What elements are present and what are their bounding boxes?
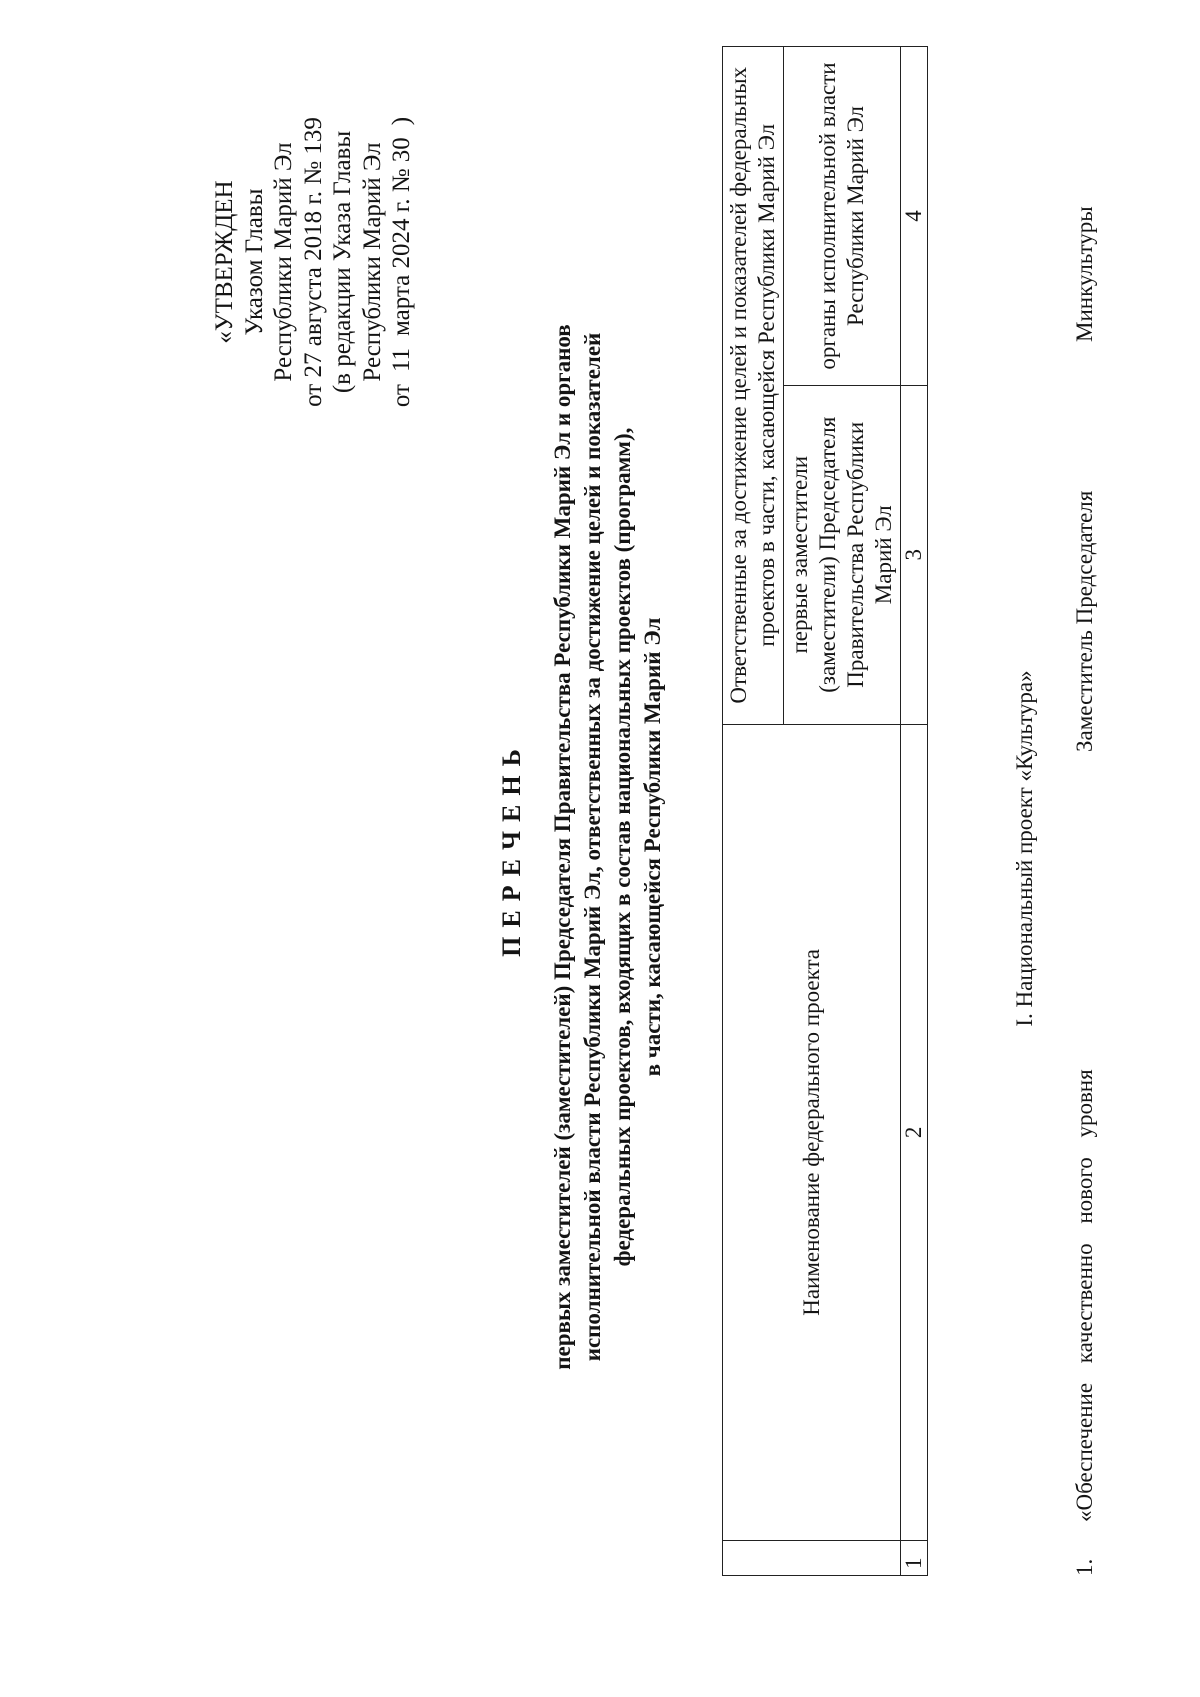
document-title: ПЕРЕЧЕНЬ — [497, 740, 526, 957]
table-column-numbers-row — [901, 47, 928, 1576]
section-heading: I. Национальный проект «Культура» — [1012, 670, 1037, 1027]
column-number-1: 1 — [901, 1541, 928, 1576]
header-cell-responsible-group: Ответственные за достижение целей и показателей федеральных проектов в части, касающейся Республики Марий Эл — [723, 47, 784, 725]
column-number-4: 4 — [901, 47, 928, 386]
approval-line-5: (в редакции Указа Главы — [329, 130, 356, 394]
subtitle-line-4: в части, касающейся Республики Марий Эл — [640, 617, 665, 1077]
item-project-name: «Обеспечение качественно нового уровня — [1072, 1069, 1097, 1522]
approval-line-1: «УТВЕРЖДЕН — [211, 180, 238, 344]
column-number-3: 3 — [901, 385, 928, 724]
approval-line-3: Республики Марий Эл — [270, 142, 297, 382]
approval-line-4: от 27 августа 2018 г. № 139 — [299, 117, 327, 407]
table-header-row-1 — [723, 47, 784, 1576]
subtitle-line-3: федеральных проектов, входящих в состав национальных проектов (программ), — [610, 427, 635, 1267]
item-responsible-deputy: Заместитель Председателя — [1072, 490, 1097, 752]
header-cell-number — [723, 1541, 901, 1576]
subtitle-line-1: первых заместителей (заместителей) Председателя Правительства Республики Марий Эл и органов — [550, 324, 575, 1370]
document-subtitle — [548, 107, 668, 1587]
approval-closing-paren: ) — [388, 116, 415, 126]
approval-line-6: Республики Марий Эл — [358, 142, 386, 382]
header-cell-deputies: первые заместители (заместители) Председателя Правительства Республики Марий Эл — [784, 385, 901, 724]
header-cell-project-name: Наименование федерального проекта — [723, 724, 901, 1541]
column-number-2: 2 — [901, 724, 928, 1541]
responsibility-table — [722, 46, 928, 1576]
approval-date-prefix: от — [388, 384, 415, 408]
approval-line-2: Указом Главы — [240, 188, 268, 336]
approval-stamp — [210, 82, 417, 442]
header-cell-organs: органы исполнительной власти Республики Марий Эл — [784, 47, 901, 386]
item-responsible-organ: Минкультуры — [1072, 206, 1097, 342]
item-number: 1. — [1072, 1558, 1097, 1576]
approval-date-text: марта 2024 г. № 30 — [388, 137, 415, 336]
approval-line-7 — [387, 82, 417, 442]
subtitle-line-2: исполнительной власти Республики Марий Эл, ответственных за достижение целей и показателей — [580, 332, 605, 1362]
approval-date-day: 11 — [388, 347, 415, 373]
